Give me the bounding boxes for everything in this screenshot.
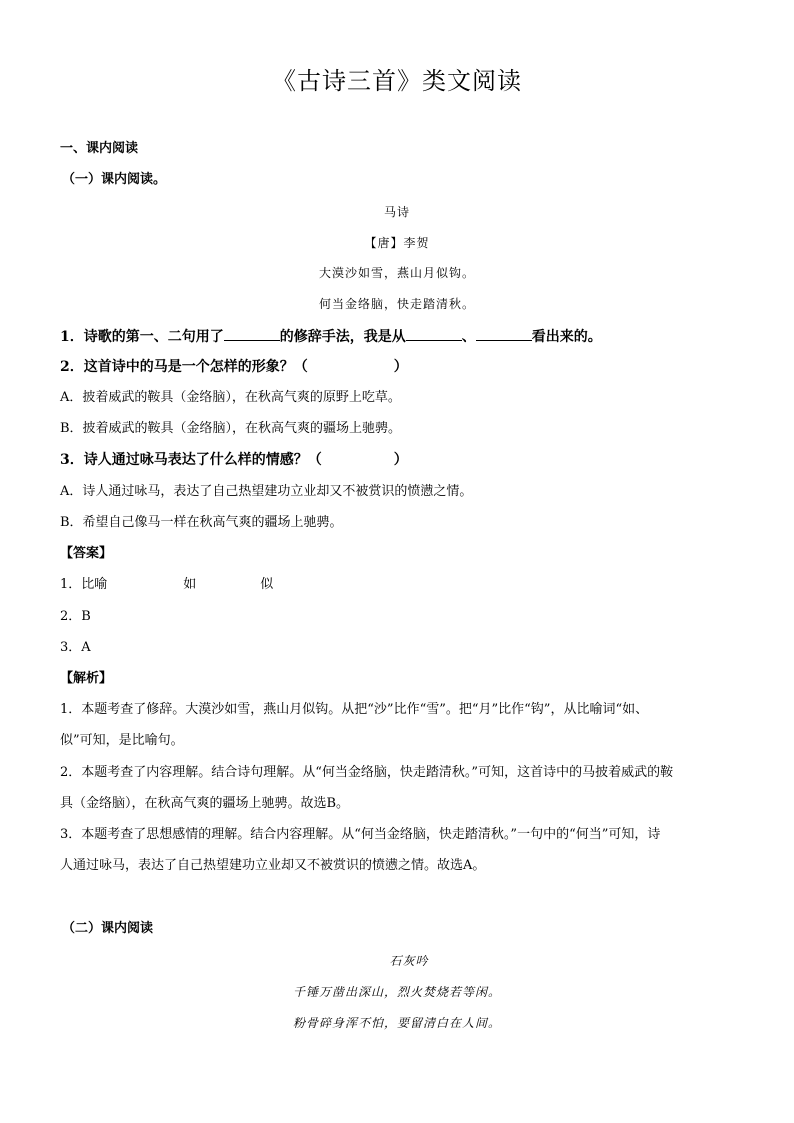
analysis-2-line-1: 2．本题考查了内容理解。结合诗句理解。从“何当金络脑，快走踏清秋。”可知，这首诗中的马披着威武的鞍 — [60, 765, 674, 780]
analysis-1-line-2: 似”可知，是比喻句。 — [60, 733, 184, 748]
analysis-heading: 【解析】 — [60, 671, 113, 686]
subsection-heading-1: （一）课内阅读。 — [62, 172, 167, 187]
poem2-line-1: 千锤万凿出深山，烈火焚烧若等闲。 — [292, 985, 501, 999]
question-1-part-d: 看出来的。 — [531, 329, 602, 345]
question-3-close: ） — [393, 452, 408, 468]
poem2-line-2: 粉骨碎身浑不怕，要留清白在人间。 — [292, 1016, 501, 1030]
question-3 — [60, 451, 408, 469]
question-2-close: ） — [393, 359, 408, 375]
answer-2: 2．B — [60, 609, 91, 624]
section-heading: 一、课内阅读 — [60, 141, 139, 156]
analysis-3-line-1: 3．本题考查了思想感情的理解。结合内容理解。从“何当金络脑，快走踏清秋。”一句中的“何当”可知，诗 — [60, 827, 661, 842]
question-3-option-a: A．诗人通过咏马，表达了自己热望建功立业却又不被赏识的愤懑之情。 — [60, 484, 473, 499]
answer-1-word-1: 如 — [183, 577, 197, 592]
answer-blank-1[interactable] — [224, 326, 280, 341]
poem2-title: 石灰吟 — [389, 954, 429, 968]
answer-1-text: 1．比喻 — [60, 577, 108, 592]
subsection-heading-2: （二）课内阅读 — [62, 921, 154, 936]
question-1 — [60, 326, 602, 346]
answer-blank-2[interactable] — [406, 326, 462, 341]
question-1-part-c: 、 — [461, 329, 476, 345]
question-1-part-a: 1．诗歌的第一、二句用了 — [60, 329, 224, 345]
poem1-author: 【唐】李贺 — [364, 236, 430, 250]
answer-3: 3．A — [60, 640, 91, 655]
question-3-stem: 3．诗人通过咏马表达了什么样的情感？（ — [60, 452, 322, 468]
poem1-title: 马诗 — [383, 205, 410, 219]
document-title: 《古诗三首》类文阅读 — [272, 67, 522, 95]
answer-blank-3[interactable] — [476, 326, 532, 341]
question-2 — [60, 358, 408, 376]
question-1-part-b: 的修辞手法，我是从 — [279, 329, 406, 345]
question-2-option-b: B．披着威武的鞍具（金络脑），在秋高气爽的疆场上驰骋。 — [60, 421, 402, 436]
question-2-option-a: A．披着威武的鞍具（金络脑），在秋高气爽的原野上吃草。 — [60, 390, 401, 405]
answer-heading: 【答案】 — [60, 546, 113, 561]
answer-1-word-2: 似 — [260, 577, 274, 592]
question-3-option-b: B．希望自己像马一样在秋高气爽的疆场上驰骋。 — [60, 515, 343, 530]
analysis-3-line-2: 人通过咏马，表达了自己热望建功立业却又不被赏识的愤懑之情。故选A。 — [60, 858, 486, 873]
analysis-2-line-2: 具（金络脑），在秋高气爽的疆场上驰骋。故选B。 — [60, 796, 350, 811]
answer-1 — [60, 576, 273, 594]
question-2-stem: 2．这首诗中的马是一个怎样的形象？（ — [60, 359, 308, 375]
poem1-line-2: 何当金络脑，快走踏清秋。 — [318, 297, 475, 311]
analysis-1-line-1: 1．本题考查了修辞。大漠沙如雪，燕山月似钩。从把“沙”比作“雪”。把“月”比作“钩”，从比喻词“如、 — [60, 702, 649, 717]
poem1-line-1: 大漠沙如雪，燕山月似钩。 — [318, 266, 475, 280]
